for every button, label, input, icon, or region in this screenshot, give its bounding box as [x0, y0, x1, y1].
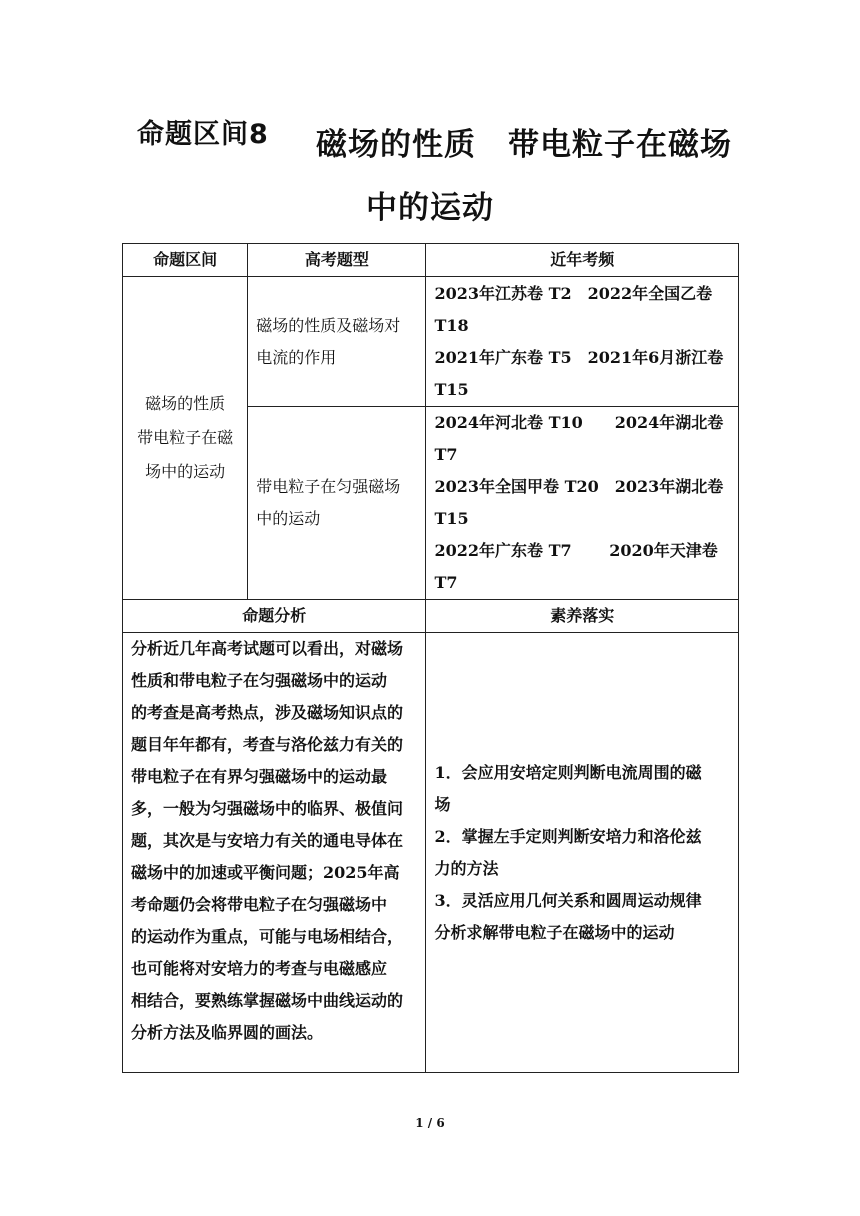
summary-line: 分析求解带电粒子在磁场中的运动: [434, 922, 675, 942]
page-title-line2: 中的运动: [366, 190, 494, 226]
lower-header-row: [123, 600, 739, 633]
section-label: 命题区间8: [137, 119, 269, 150]
frequency-line: 2021年广东卷 T5 2021年6月浙江卷: [434, 347, 724, 367]
analysis-line: 考命题仍会将带电粒子在匀强磁场中: [131, 895, 388, 914]
summary-line: 1．会应用安培定则判断电流周围的磁: [434, 762, 702, 782]
table-row: [123, 633, 739, 1073]
header-interval: 命题区间: [123, 244, 248, 277]
interval-line: 带电粒子在磁: [137, 428, 234, 447]
analysis-line: 多，一般为匀强磁场中的临界、极值问: [131, 799, 404, 818]
summary-line: 2．掌握左手定则判断安培力和洛伦兹: [434, 826, 702, 846]
overview-table: [122, 243, 739, 1073]
type-line: 带电粒子在匀强磁场: [256, 477, 401, 496]
summary-line: 力的方法: [434, 858, 499, 878]
type-line: 磁场的性质及磁场对: [256, 315, 401, 335]
analysis-line: 相结合，要熟练掌握磁场中曲线运动的: [131, 991, 404, 1010]
analysis-line: 的考查是高考热点，涉及磁场知识点的: [131, 703, 404, 722]
page-title-line1: 磁场的性质 带电粒子在磁场: [316, 127, 732, 163]
frequency-line: T7: [434, 445, 458, 464]
interval-line: 磁场的性质: [145, 394, 226, 413]
interval-cell: [123, 277, 248, 600]
frequency-line: T7: [434, 573, 458, 592]
frequency-line: T15: [434, 509, 469, 528]
frequency-line: 2022年广东卷 T7 2020年天津卷: [434, 541, 718, 560]
analysis-line: 分析近几年高考试题可以看出，对磁场: [131, 639, 404, 658]
type-line: 中的运动: [256, 509, 321, 528]
header-frequency: 近年考频: [426, 244, 739, 277]
type-cell: [248, 277, 426, 407]
interval-line: 场中的运动: [145, 462, 226, 481]
analysis-cell: [123, 633, 426, 1073]
analysis-line: 磁场中的加速或平衡问题；2025年高: [131, 863, 400, 882]
summary-line: 场: [434, 794, 451, 814]
page-number: 1 / 6: [415, 1116, 445, 1130]
summary-line: 3．灵活应用几何关系和圆周运动规律: [434, 890, 702, 910]
analysis-line: 分析方法及临界圆的画法。: [131, 1023, 324, 1042]
frequency-cell: [426, 277, 739, 407]
frequency-line: T15: [434, 379, 469, 399]
frequency-line: 2023年全国甲卷 T20 2023年湖北卷: [434, 477, 724, 496]
type-line: 电流的作用: [256, 347, 337, 367]
frequency-line: T18: [434, 315, 469, 335]
analysis-line: 带电粒子在有界匀强磁场中的运动最: [131, 767, 388, 786]
header-type: 高考题型: [248, 244, 426, 277]
analysis-line: 也可能将对安培力的考查与电磁感应: [131, 959, 388, 978]
analysis-line: 题目年年都有，考查与洛伦兹力有关的: [131, 735, 404, 754]
analysis-line: 题，其次是与安培力有关的通电导体在: [131, 831, 404, 850]
table-header-row: [123, 244, 739, 277]
analysis-line: 性质和带电粒子在匀强磁场中的运动: [131, 671, 388, 690]
header-analysis: 命题分析: [123, 600, 426, 633]
frequency-cell: [426, 407, 739, 600]
header-summary: 素养落实: [426, 600, 739, 633]
frequency-line: 2024年河北卷 T10 2024年湖北卷: [434, 413, 724, 432]
type-cell: [248, 407, 426, 600]
frequency-line: 2023年江苏卷 T2 2022年全国乙卷: [434, 283, 713, 303]
summary-cell: [426, 633, 739, 1073]
table-row: [123, 277, 739, 407]
analysis-line: 的运动作为重点，可能与电场相结合，: [131, 927, 404, 946]
